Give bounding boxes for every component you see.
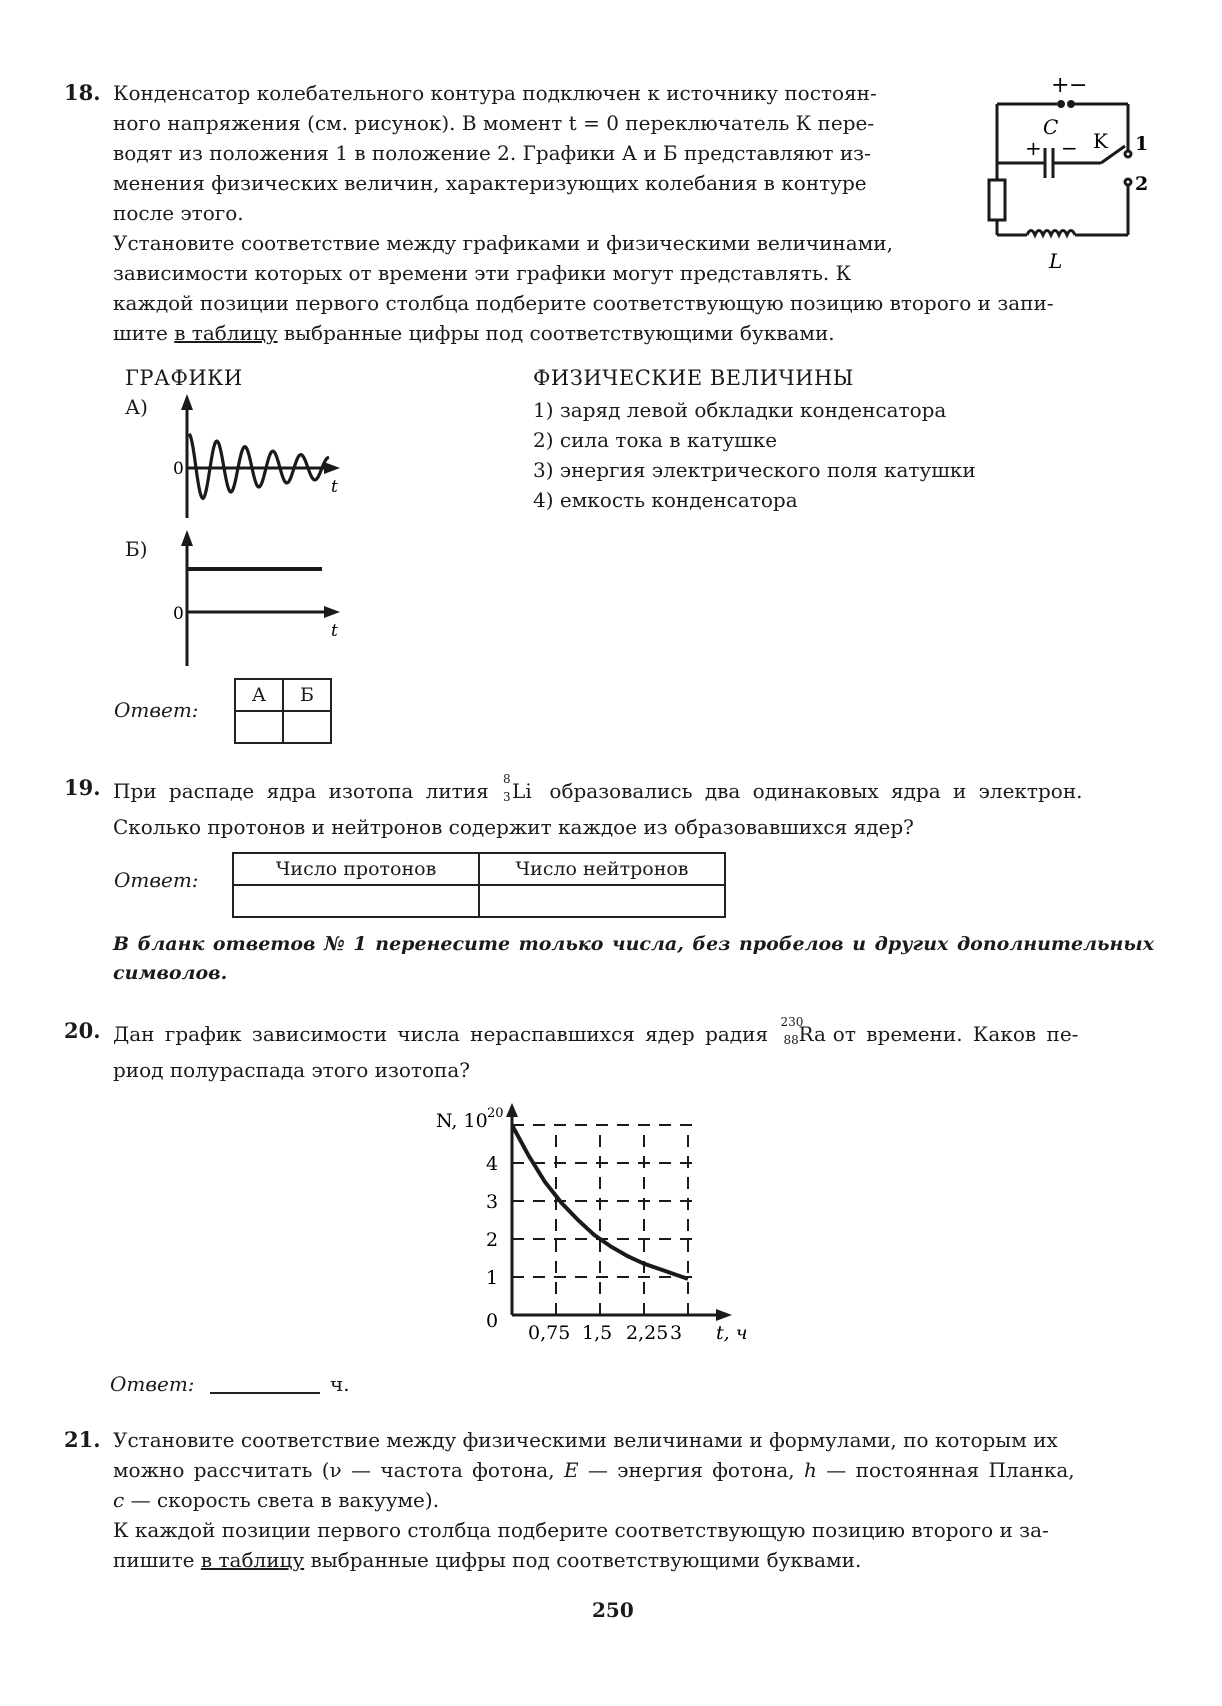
graph-b-label: Б) xyxy=(125,537,148,561)
q20-answer-label: Ответ: xyxy=(110,1372,195,1396)
switch-label: K xyxy=(1093,129,1108,153)
switch-position-1: 1 xyxy=(1135,133,1149,155)
quantity-option-3: 3) энергия электрического поля катушки xyxy=(533,458,976,482)
graph-b-x-arrow xyxy=(324,606,340,618)
q19-answer-cell-protons[interactable] xyxy=(233,885,479,917)
q21-line-2-c: — постоянная Планка, xyxy=(826,1458,1075,1482)
lithium-symbol: Li xyxy=(512,779,532,803)
chart-axes xyxy=(506,1103,732,1321)
q18-answer-header-b: Б xyxy=(283,679,331,711)
chart-grid xyxy=(512,1125,698,1315)
graph-b xyxy=(165,528,355,668)
q21-symbol-c: c xyxy=(113,1488,125,1512)
graph-a xyxy=(165,392,355,522)
x-tick-label-4: 3 xyxy=(670,1322,683,1344)
q21-number: 21. xyxy=(64,1427,101,1452)
origin-label: 0 xyxy=(486,1310,499,1332)
radium-charge-number: 88 xyxy=(783,1033,799,1047)
q18-line-7: зависимости которых от времени эти графики могут представлять. К xyxy=(113,261,852,285)
q19-answer-table xyxy=(232,852,726,918)
circuit-diagram xyxy=(985,78,1150,283)
x-tick-label-2: 1,5 xyxy=(582,1322,613,1344)
capacitor-label: C xyxy=(1043,115,1059,139)
resistor xyxy=(989,180,1005,220)
terminal-minus xyxy=(1069,102,1074,107)
x-tick-label-3: 2,25 xyxy=(626,1322,669,1344)
capacitor-minus-sign: − xyxy=(1061,136,1078,160)
q18-table-link[interactable]: в таблицу xyxy=(174,321,278,345)
q21-line-2-b: — энергия фотона, xyxy=(587,1458,795,1482)
q18-line-3: водят из положения 1 в положение 2. Графики А и Б представляют из- xyxy=(113,141,871,165)
radium-symbol: Ra xyxy=(798,1022,826,1046)
q19-answer-header-protons: Число протонов xyxy=(233,853,479,885)
x-tick-label-1: 0,75 xyxy=(528,1322,571,1344)
q21-line-3-rest: — скорость света в вакууме). xyxy=(130,1488,440,1512)
y-axis-label-exponent: 20 xyxy=(487,1106,504,1121)
q21-symbol-e: E xyxy=(563,1458,579,1482)
q19-line-1-after: образовались два одинаковых ядра и электрон. xyxy=(549,779,1083,803)
quantity-option-2: 2) сила тока в катушке xyxy=(533,428,778,452)
graph-b-t-label: t xyxy=(331,621,338,641)
q19-note xyxy=(113,930,1163,988)
radium-isotope xyxy=(778,1015,826,1052)
y-tick-label-2: 2 xyxy=(486,1229,499,1251)
q18-number: 18. xyxy=(64,80,101,105)
x-axis-arrow xyxy=(716,1309,732,1321)
q19-text xyxy=(113,773,1163,845)
x-axis-label: t, ч xyxy=(716,1322,748,1344)
q18-answer-header-a: А xyxy=(235,679,283,711)
q20-text xyxy=(113,1016,1163,1088)
quantity-option-4: 4) емкость конденсатора xyxy=(533,488,798,512)
decay-chart xyxy=(420,1095,800,1355)
source-minus-sign: − xyxy=(1069,78,1088,98)
q19-answer-label: Ответ: xyxy=(114,868,199,892)
q20-line-1-before: Дан график зависимости числа нераспавшихся ядер радия xyxy=(113,1022,769,1046)
q18-line-2: ного напряжения (см. рисунок). В момент t = 0 переключатель К пере- xyxy=(113,111,875,135)
q20-line-2: риод полураспада этого изотопа? xyxy=(113,1058,471,1082)
y-tick-label-1: 1 xyxy=(486,1267,499,1289)
q18-answer-table xyxy=(234,678,332,744)
y-tick-label-4: 4 xyxy=(486,1153,499,1175)
q19-line-2: Сколько протонов и нейтронов содержит каждое из образовавшихся ядер? xyxy=(113,815,914,839)
y-axis-arrow xyxy=(506,1103,518,1117)
graph-a-y-arrow xyxy=(181,394,193,410)
q18-answer-cell-b[interactable] xyxy=(283,711,331,743)
q20-answer-unit: ч. xyxy=(330,1372,350,1396)
q19-line-1-before: При распаде ядра изотопа лития xyxy=(113,779,489,803)
q21-symbol-h: h xyxy=(804,1458,817,1482)
graph-a-label: А) xyxy=(125,395,148,419)
q21-line-4: К каждой позиции первого столбца подберите соответствующую позицию второго и за- xyxy=(113,1518,1049,1542)
q21-table-link[interactable]: в таблицу xyxy=(200,1548,305,1572)
q21-line-3 xyxy=(113,1485,1163,1515)
q18-last-suffix: выбранные цифры под соответствующими буквами. xyxy=(283,321,835,345)
lithium-mass-number: 8 xyxy=(503,772,511,786)
q19-line-1 xyxy=(113,773,1163,809)
q18-line-9 xyxy=(113,318,1163,348)
q18-text-wide xyxy=(113,288,1163,348)
graphs-header: ГРАФИКИ xyxy=(125,366,243,390)
lithium-isotope xyxy=(501,773,537,809)
quantities-header: ФИЗИЧЕСКИЕ ВЕЛИЧИНЫ xyxy=(533,366,854,390)
switch-contact-2 xyxy=(1125,179,1131,185)
radium-mass-number: 230 xyxy=(780,1015,804,1029)
inductor-coil xyxy=(1027,231,1075,236)
q21-line-2-a: можно рассчитать (ν — частота фотона, xyxy=(113,1458,555,1482)
graph-a-zero: 0 xyxy=(173,459,184,479)
inductor-label: L xyxy=(1049,249,1063,273)
terminal-plus xyxy=(1059,102,1064,107)
q19-answer-cell-neutrons[interactable] xyxy=(479,885,725,917)
q18-line-5: после этого. xyxy=(113,201,244,225)
q18-text xyxy=(113,78,973,288)
q18-answer-label: Ответ: xyxy=(114,698,199,722)
graph-a-t-label: t xyxy=(331,477,338,497)
q21-line-5 xyxy=(113,1545,1163,1575)
graph-a-oscillation-curve xyxy=(189,434,329,498)
graph-b-zero: 0 xyxy=(173,604,184,624)
q19-number: 19. xyxy=(64,775,101,800)
q19-note-line-1: В бланк ответов № 1 перенесите только числа, без пробелов и других дополнительных xyxy=(113,933,1155,955)
quantity-option-1: 1) заряд левой обкладки конденсатора xyxy=(533,398,947,422)
source-plus-sign: + xyxy=(1051,78,1070,98)
y-tick-label-3: 3 xyxy=(486,1191,499,1213)
q18-line-4: менения физических величин, характеризующих колебания в контуре xyxy=(113,171,867,195)
q21-text xyxy=(113,1425,1163,1575)
q21-line-5-prefix: пишите xyxy=(113,1548,195,1572)
q20-answer-blank[interactable] xyxy=(210,1392,320,1394)
q18-line-8: каждой позиции первого столбца подберите соответствующую позицию второго и запи- xyxy=(113,291,1054,315)
q20-line-1-after: от времени. Каков пе- xyxy=(832,1022,1079,1046)
q20-line-1 xyxy=(113,1016,1163,1052)
capacitor-plus-sign: + xyxy=(1025,136,1042,160)
switch-position-2: 2 xyxy=(1135,173,1149,195)
q21-line-1: Установите соответствие между физическими величинами и формулами, по которым их xyxy=(113,1428,1058,1452)
switch-contact-1 xyxy=(1125,151,1131,157)
lithium-charge-number: 3 xyxy=(503,790,511,804)
chart-tick-labels xyxy=(436,1106,748,1344)
q21-line-5-suffix: выбранные цифры под соответствующими буквами. xyxy=(310,1548,862,1572)
q18-line-6: Установите соответствие между графиками и физическими величинами, xyxy=(113,231,893,255)
q18-last-prefix: шите xyxy=(113,321,168,345)
page-number: 250 xyxy=(592,1598,634,1622)
y-axis-label: N, 10 xyxy=(436,1110,488,1132)
graph-b-y-arrow xyxy=(181,530,193,546)
graph-a-x-arrow xyxy=(324,462,340,474)
q18-answer-cell-a[interactable] xyxy=(235,711,283,743)
q20-number: 20. xyxy=(64,1018,101,1043)
q18-line-1: Конденсатор колебательного контура подключен к источнику постоян- xyxy=(113,81,877,105)
q19-note-line-2: символов. xyxy=(113,962,228,984)
q21-line-2 xyxy=(113,1455,1163,1485)
quantities-list xyxy=(533,395,976,515)
q19-answer-header-neutrons: Число нейтронов xyxy=(479,853,725,885)
